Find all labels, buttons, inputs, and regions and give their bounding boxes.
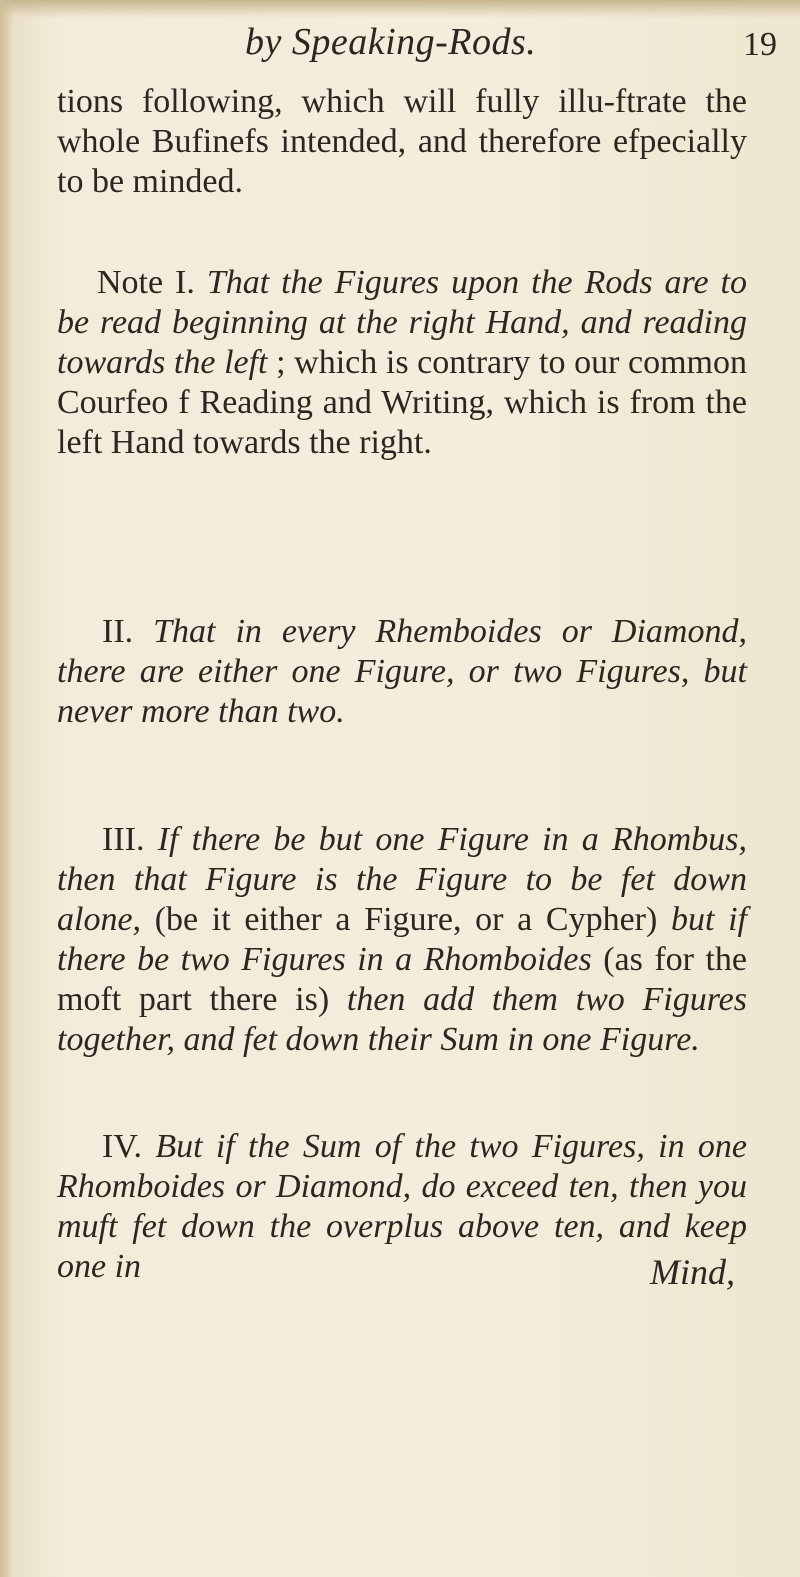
running-title: by Speaking-Rods. <box>245 21 537 63</box>
paragraph-note-3 <box>57 820 747 1060</box>
note-3-italic-1: If there be but one Figure in a Rhombus, then that Figure is the Figure to be fet down alone, <box>57 821 747 938</box>
note-3-italic-2: but if there be two Figures in a Rhomboides <box>57 901 747 978</box>
page-left-edge <box>0 0 14 1577</box>
paragraph-note-2 <box>57 612 747 732</box>
paragraph-note-1 <box>57 263 747 463</box>
paragraph-intro-text: tions following, which will fully illu-ftrate the whole Bufinefs intended, and therefore efpecially to be minded. <box>57 83 747 200</box>
note-4-italic: But if the Sum of the two Figures, in one Rhomboides or Diamond, do exceed ten, then you muft fet down the overplus above ten, and keep one in <box>57 1128 747 1285</box>
note-3-roman-1: (be it either a Figure, or a Cypher) <box>141 901 671 938</box>
running-head <box>0 18 800 78</box>
catchword: Mind, <box>650 1252 735 1292</box>
note-1-roman: ; which is contrary to our common Courfeo f Reading and Writing, which is from the left Hand towards the right. <box>57 344 747 461</box>
note-4-lead: IV. <box>102 1128 156 1165</box>
note-3-lead: III. <box>102 821 158 858</box>
page-number: 19 <box>743 26 777 63</box>
note-1-italic: That the Figures upon the Rods are to be read beginning at the right Hand, and reading towards the left <box>57 264 747 381</box>
paragraph-note-4 <box>57 1127 747 1287</box>
note-2-lead: II. <box>102 613 154 650</box>
note-1-lead: Note I. <box>97 264 207 301</box>
note-2-italic: That in every Rhemboides or Diamond, there are either one Figure, or two Figures, but never more than two. <box>57 613 747 730</box>
note-3-roman-2: (as for the moft part there is) <box>57 941 747 1018</box>
note-3-italic-3: then add them two Figures together, and fet down their Sum in one Figure. <box>57 981 748 1058</box>
page-top-edge <box>0 0 800 18</box>
paragraph-intro <box>57 82 747 202</box>
